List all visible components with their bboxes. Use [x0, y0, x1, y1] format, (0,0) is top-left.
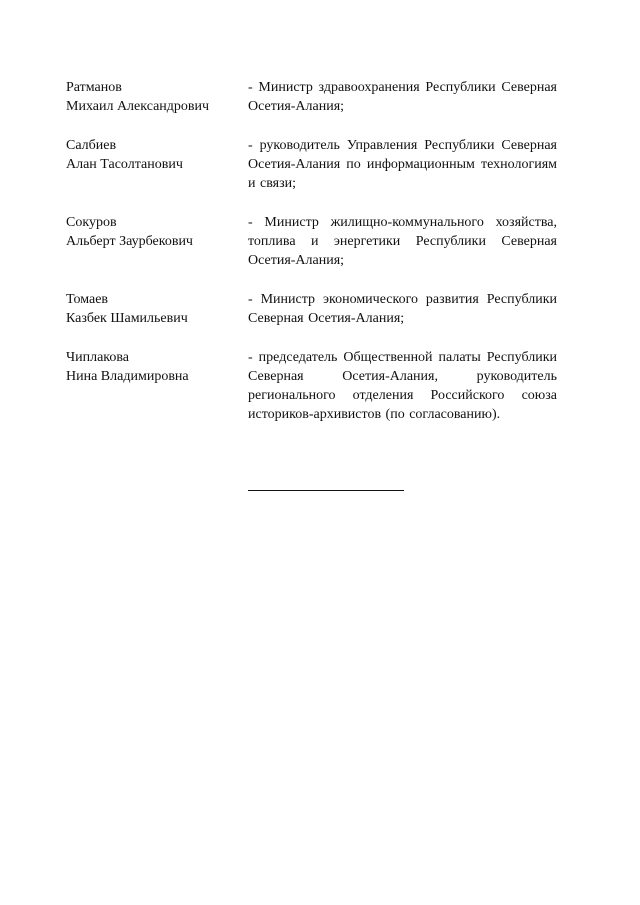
member-given-names: Алан Тасолтанович [66, 157, 183, 172]
member-name [66, 136, 236, 174]
member-surname: Томаев [66, 292, 109, 307]
member-surname: Салбиев [66, 138, 117, 153]
member-name [66, 348, 236, 386]
member-surname: Сокуров [66, 215, 117, 230]
member-surname: Чиплакова [66, 350, 130, 365]
closing-divider-line [248, 490, 404, 491]
member-given-names: Нина Владимировна [66, 369, 189, 384]
member-name [66, 290, 236, 328]
member-role: - председатель Общественной палаты Республики Северная Осетия-Алания, руководитель регионального отделения Российского союза историков-архивистов (по согласованию). [248, 350, 557, 422]
member-given-names: Казбек Шамильевич [66, 311, 188, 326]
member-role: - руководитель Управления Республики Северная Осетия-Алания по информационным технологиям и связи; [248, 138, 557, 191]
member-role: - Министр здравоохранения Республики Северная Осетия-Алания; [248, 80, 557, 114]
member-given-names: Михаил Александрович [66, 99, 210, 114]
member-role: - Министр экономического развития Республики Северная Осетия-Алания; [248, 292, 557, 326]
member-surname: Ратманов [66, 80, 122, 95]
member-given-names: Альберт Заурбекович [66, 234, 193, 249]
member-role: - Министр жилищно-коммунального хозяйства, топлива и энергетики Республики Северная Осетия-Алания; [248, 215, 557, 268]
member-name [66, 78, 236, 116]
member-name [66, 213, 236, 251]
